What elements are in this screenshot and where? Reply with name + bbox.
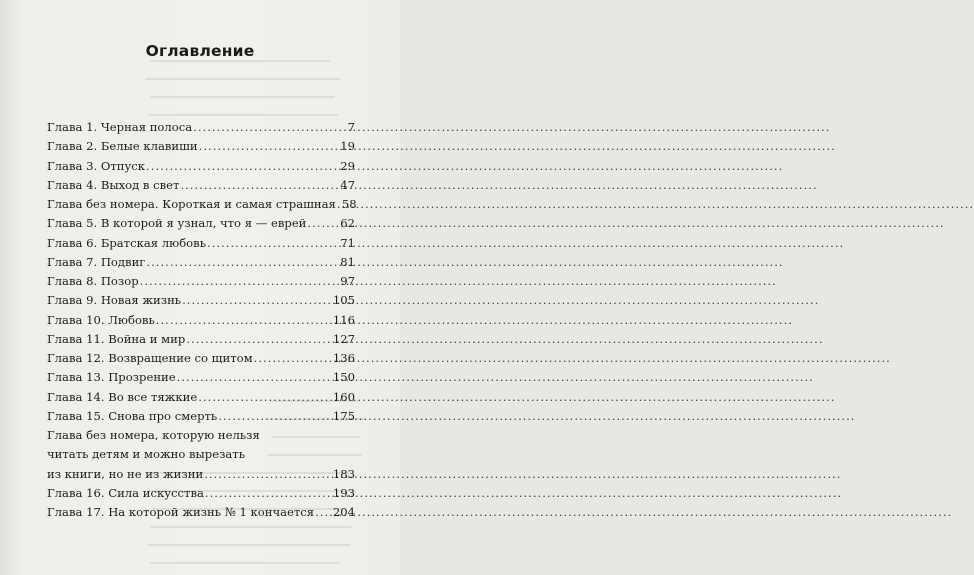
- toc-entry-title: Глава 16. Сила искусства: [47, 485, 204, 500]
- dot-leader: [146, 253, 339, 272]
- toc-entry: [47, 349, 355, 368]
- toc-entry-title: Глава 1. Черная полоса: [47, 120, 193, 134]
- toc-entry-page-number: 160: [332, 389, 355, 404]
- page-title: Оглавление: [145, 42, 255, 60]
- toc-entry-page-number: 175: [332, 408, 355, 423]
- dot-leader: [315, 503, 332, 522]
- toc-entry-title: Глава без номера. Короткая и самая страшная: [47, 197, 336, 211]
- toc-entry-title: Глава 12. Возвращение со щитом: [47, 351, 253, 365]
- toc-entry-page-number: 58: [341, 197, 357, 211]
- toc-entry-page-number: 116: [332, 312, 355, 327]
- book-page: [0, 0, 400, 575]
- toc-entry-page-number: 136: [332, 351, 355, 365]
- toc-entry: [47, 368, 355, 387]
- toc-entry: [47, 195, 355, 214]
- dot-leader: [254, 349, 332, 368]
- toc-entry: [47, 291, 355, 310]
- toc-entry-title: Глава 11. Война и мир: [47, 331, 186, 346]
- dot-leader: [177, 368, 332, 387]
- toc-entry-title: Глава 17. На которой жизнь № 1 кончается: [47, 505, 315, 519]
- toc-entry: [47, 272, 355, 291]
- toc-entry-title: Глава 2. Белые клавиши: [47, 139, 198, 154]
- dot-leader: [146, 157, 339, 176]
- toc-entry-title: Глава 14. Во все тяжкие: [47, 389, 198, 404]
- dot-leader: [199, 137, 340, 156]
- table-of-contents: [47, 118, 355, 522]
- toc-entry-title: Глава 7. Подвиг: [47, 254, 146, 269]
- dot-leader: [180, 176, 339, 195]
- toc-entry-page-number: 204: [332, 505, 355, 519]
- toc-entry-page-number: 193: [332, 485, 355, 500]
- toc-entry: [47, 157, 355, 176]
- toc-entry-page-number: 97: [340, 274, 355, 288]
- dot-leader: [140, 272, 340, 291]
- toc-entry-title: Глава 8. Позор: [47, 274, 139, 288]
- toc-entry-page-number: 29: [340, 158, 355, 173]
- toc-entry: [47, 234, 355, 253]
- toc-entry: [47, 465, 355, 484]
- toc-entry-title: Глава 4. Выход в свет: [47, 177, 180, 192]
- toc-entry-page-number: 62: [340, 216, 355, 231]
- toc-entry: [47, 176, 355, 195]
- dot-leader: [182, 291, 332, 310]
- toc-entry: [47, 118, 355, 137]
- dot-leader: [204, 465, 332, 484]
- toc-entry-title: из книги, но не из жизни: [47, 466, 204, 481]
- toc-entry-page-number: 81: [340, 254, 355, 269]
- toc-entry-title-line: читать детям и можно вырезать: [47, 447, 246, 462]
- toc-entry: [47, 214, 355, 233]
- toc-entry: [47, 253, 355, 272]
- toc-entry-page-number: 183: [332, 466, 355, 481]
- toc-entry-page-number: 105: [332, 293, 355, 308]
- dot-leader: [205, 484, 332, 503]
- dot-leader: [156, 311, 332, 330]
- toc-entry-page-number: 47: [340, 177, 355, 192]
- toc-entry-title: Глава 9. Новая жизнь: [47, 293, 182, 308]
- toc-entry-page-number: 71: [340, 235, 355, 250]
- toc-entry-title: Глава 15. Снова про смерть: [47, 408, 218, 423]
- toc-entry-continuation: [47, 426, 355, 445]
- toc-entry: [47, 137, 355, 156]
- toc-entry: [47, 311, 355, 330]
- toc-entry-page-number: 127: [332, 331, 355, 346]
- toc-entry-title: Глава 13. Прозрение: [47, 370, 176, 385]
- toc-entry: [47, 407, 355, 426]
- toc-entry: [47, 330, 355, 349]
- toc-entry-title: Глава 6. Братская любовь: [47, 235, 207, 250]
- dot-leader: [186, 330, 332, 349]
- toc-entry-title-line: Глава без номера, которую нельзя: [47, 428, 260, 442]
- toc-entry-title: Глава 10. Любовь: [47, 312, 155, 327]
- dot-leader: [337, 195, 341, 214]
- toc-entry: [47, 388, 355, 407]
- toc-entry: [47, 503, 355, 522]
- toc-entry-continuation: [47, 445, 355, 464]
- toc-entry-page-number: 150: [332, 370, 355, 385]
- toc-entry-page-number: 7: [347, 120, 355, 134]
- toc-entry-page-number: 19: [340, 139, 355, 154]
- dot-leader: [193, 118, 346, 137]
- toc-entry-title: Глава 5. В которой я узнал, что я — еврей: [47, 216, 307, 231]
- toc-entry: [47, 484, 355, 503]
- toc-entry-title: Глава 3. Отпуск: [47, 158, 146, 173]
- dot-leader: [198, 388, 332, 407]
- dot-leader: [218, 407, 332, 426]
- dot-leader: [307, 214, 339, 233]
- dot-leader: [207, 234, 339, 253]
